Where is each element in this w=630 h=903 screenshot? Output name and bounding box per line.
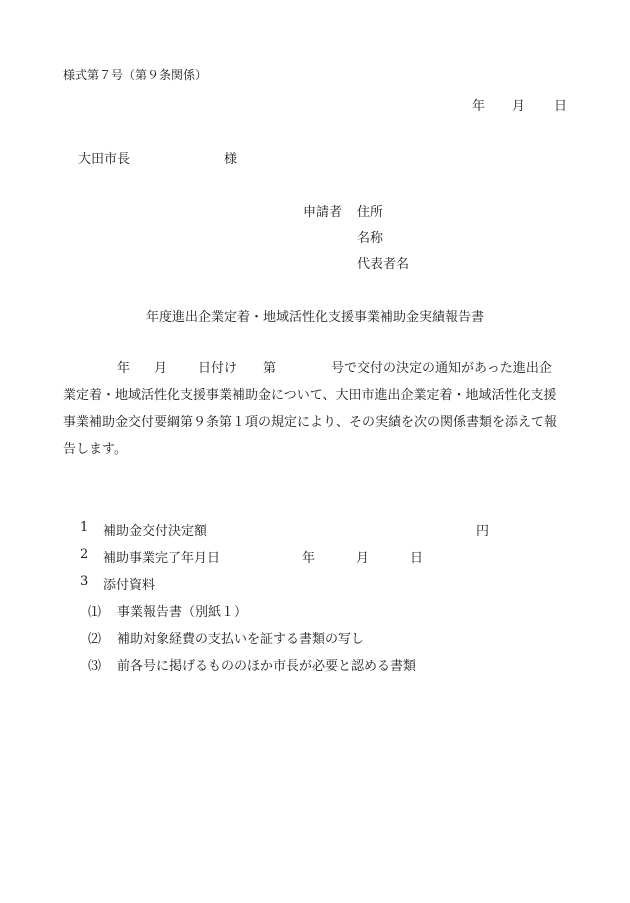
sub-item-1-number: ⑴ [88, 605, 102, 620]
applicant-label: 申請者 [303, 205, 343, 220]
body-line-2: 業定着・地域活性化支援事業補助金について、大田市進出企業定着・地域活性化支援 [63, 388, 557, 403]
applicant-representative-label: 代表者名 [357, 257, 410, 272]
document-title: 年度進出企業定着・地域活性化支援事業補助金実績報告書 [145, 310, 484, 325]
sub-item-3-number: ⑶ [88, 659, 102, 674]
applicant-name-label: 名称 [357, 231, 384, 246]
body-year: 年 [117, 361, 131, 376]
body-line-1 [63, 357, 573, 376]
body-number-prefix: 第 [263, 361, 277, 376]
item-1-label: 補助金交付決定額 [103, 524, 208, 539]
item-2-day: 日 [410, 551, 424, 566]
body-line-3: 事業補助金交付要綱第９条第１項の規定により、その実績を次の関係書類を添えて報 [63, 415, 558, 430]
item-3-number: 3 [80, 574, 89, 589]
addressee-name: 大田市長 [78, 152, 131, 167]
body-month: 月 [154, 361, 168, 376]
item-1-unit: 円 [476, 524, 490, 539]
date-year: 年 [472, 99, 486, 114]
item-2-year: 年 [302, 551, 316, 566]
sub-item-1-label: 事業報告書（別紙１） [117, 605, 248, 620]
item-3-label: 添付資料 [103, 578, 156, 593]
sub-item-2-label: 補助対象経費の支払いを証する書類の写し [117, 632, 365, 647]
sub-item-2-number: ⑵ [88, 632, 102, 647]
applicant-address-label: 住所 [357, 205, 384, 220]
body-line-4: 告します。 [63, 442, 127, 457]
sub-item-3-label: 前各号に掲げるもののほか市長が必要と認める書類 [117, 659, 417, 674]
date-month: 月 [512, 99, 526, 114]
body-line-1-rest: 号で交付の決定の通知があった進出企 [331, 361, 552, 376]
form-number: 様式第７号（第９条関係） [63, 68, 208, 82]
body-day-suffix: 日付け [198, 361, 238, 376]
item-2-month: 月 [356, 551, 370, 566]
item-2-label: 補助事業完了年月日 [103, 551, 221, 566]
date-day: 日 [554, 99, 568, 114]
addressee-honorific: 様 [224, 152, 238, 167]
item-2-number: 2 [80, 547, 89, 562]
item-1-number: 1 [80, 520, 89, 535]
